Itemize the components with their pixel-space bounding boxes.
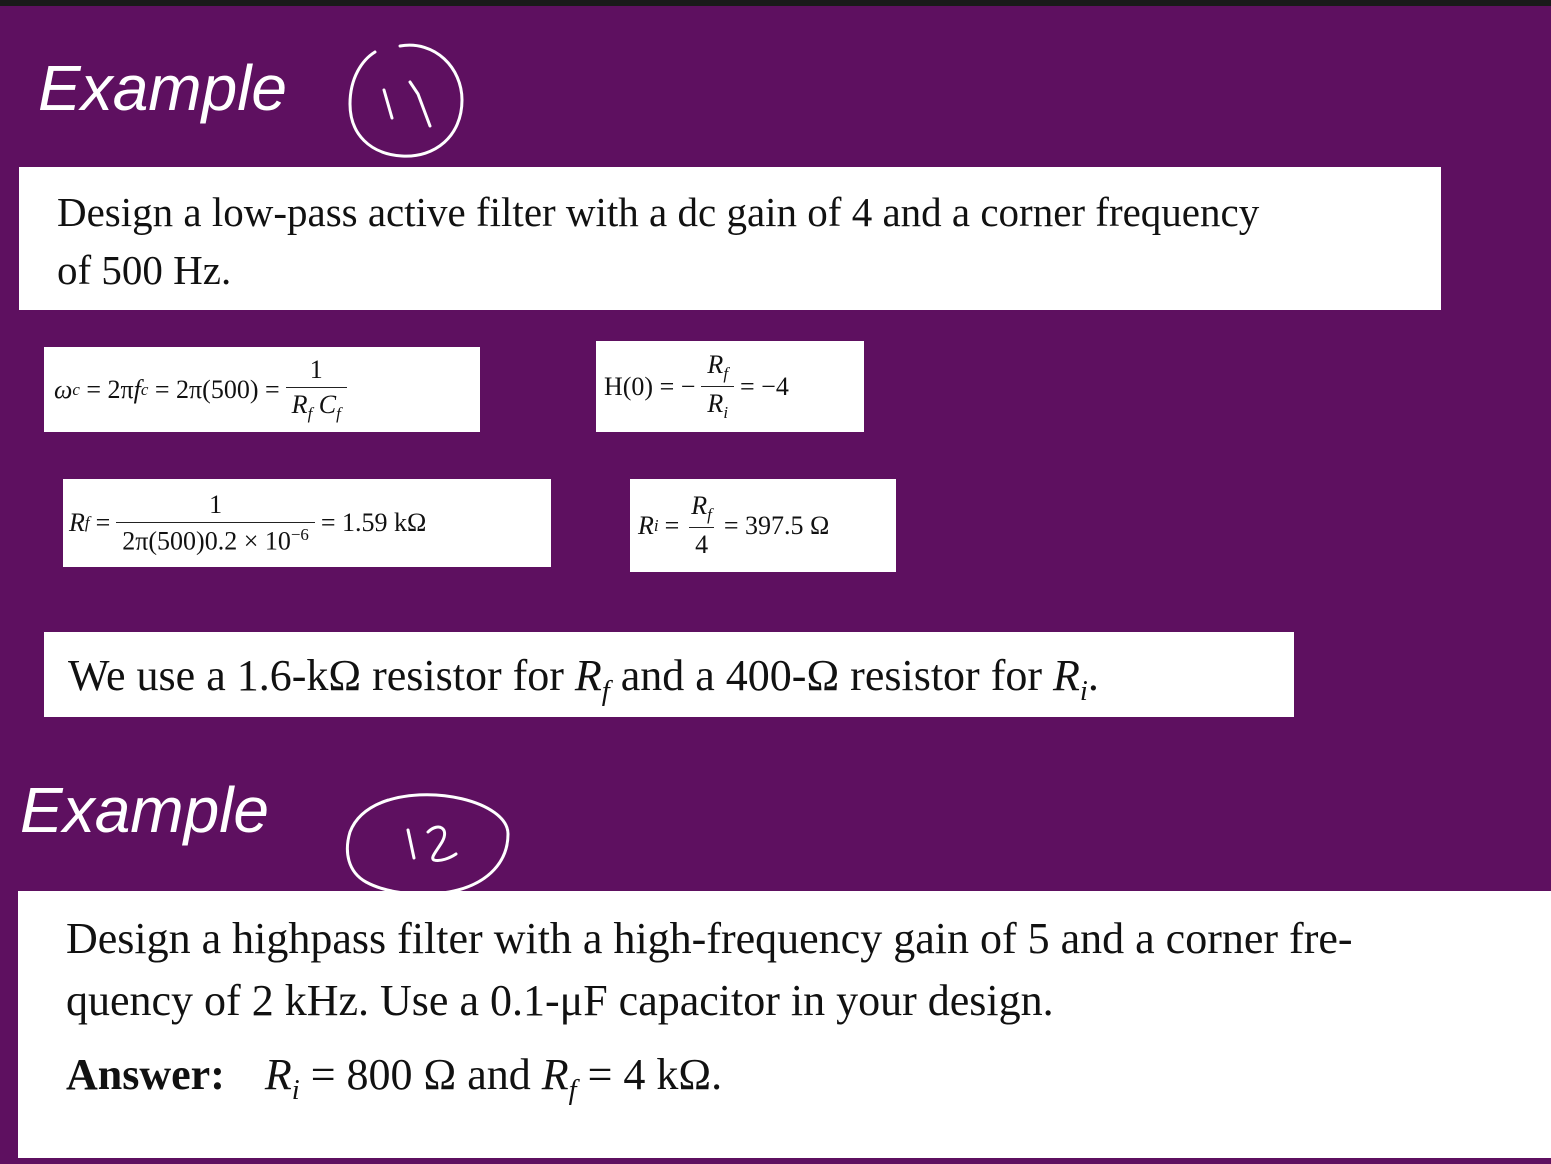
example-2-answer: Answer: $R_i = 800$ Ω and $R_f = 4$ kΩ. (66, 1050, 723, 1106)
example-2-problem-box (18, 891, 1551, 1158)
fraction-1-over-rc: $\frac{1}{R_f C_f}$ (286, 355, 347, 424)
equation-rf: R f = $\frac{1}{2\pi(500)0.2 \times 10^{-6}}$ = 1.59 kΩ (63, 479, 551, 567)
equation-h0: H(0) = − $\frac{R_f}{R_i}$ = −4 (596, 341, 864, 432)
example-1-conclusion: We use a 1.6-kΩ resistor for $R_f$ and a 400-Ω resistor for $R_i$. (68, 651, 1099, 707)
example-1-conclusion-box (44, 632, 1294, 717)
equation-ri: R i = $\frac{R_f}{4}$ = 397.5 Ω (630, 479, 896, 572)
example-2-problem-line2: quency of 2 kHz. Use a 0.1-μF capacitor in your design. (66, 976, 1054, 1025)
example-1-problem-box (19, 167, 1441, 310)
fraction-rf-over-ri: $\frac{R_f}{R_i}$ (701, 350, 734, 423)
top-bar (0, 0, 1551, 6)
fraction-rf-over-4: $\frac{R_f}{4}$ (685, 491, 718, 560)
example-2-heading: Example (20, 774, 269, 846)
handwritten-annotation-11 (340, 38, 470, 168)
example-2-problem-line1: Design a highpass filter with a high-frequency gain of 5 and a corner fre- (66, 914, 1353, 963)
example-1-problem-line1: Design a low-pass active filter with a dc gain of 4 and a corner frequency (57, 189, 1260, 235)
equation-omega-c: ω c = 2π f c = 2π(500) = $\frac{1}{R_f C_f}$ (44, 347, 480, 432)
fraction-rf-value: $\frac{1}{2\pi(500)0.2 \times 10^{-6}}$ (116, 490, 315, 557)
example-1-heading: Example (38, 52, 287, 124)
example-1-problem-line2: of 500 Hz. (57, 247, 232, 293)
answer-label: Answer: (66, 1050, 225, 1099)
